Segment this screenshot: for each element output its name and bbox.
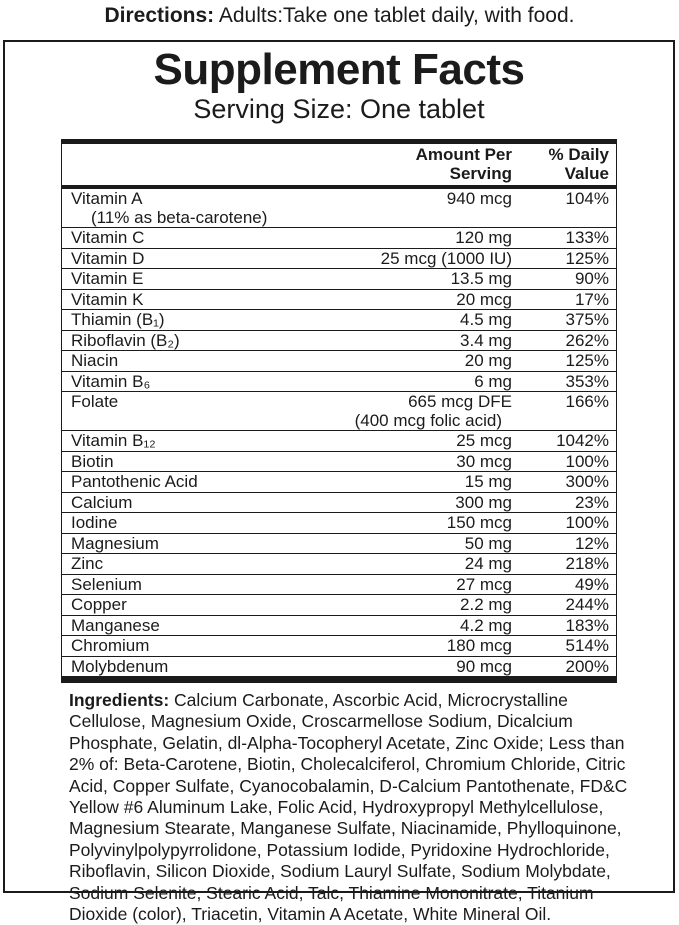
amount-cell bbox=[312, 555, 512, 574]
amount-cell bbox=[312, 373, 512, 392]
amount-cell bbox=[312, 514, 512, 533]
table-row bbox=[62, 268, 616, 289]
amount-value: 120 mg bbox=[455, 228, 512, 247]
ingredients-label: Ingredients: bbox=[69, 690, 170, 710]
amount-cell bbox=[312, 535, 512, 554]
nutrient-name: Manganese bbox=[71, 615, 160, 635]
amount-cell bbox=[312, 190, 512, 227]
table-row bbox=[62, 391, 616, 430]
amount-cell bbox=[312, 494, 512, 513]
nutrient-name: Calcium bbox=[71, 492, 133, 512]
facts-table bbox=[61, 139, 617, 683]
daily-value-cell: 166% bbox=[565, 392, 609, 411]
nutrient-name: Zinc bbox=[71, 554, 104, 573]
nutrient-name-cell bbox=[62, 229, 312, 248]
nutrient-name-cell bbox=[62, 270, 312, 289]
table-row bbox=[62, 533, 616, 554]
nutrient-name-cell bbox=[62, 250, 312, 269]
nutrient-name-cell bbox=[62, 311, 312, 330]
daily-value-cell: 218% bbox=[565, 554, 609, 573]
daily-value-cell: 100% bbox=[565, 451, 609, 471]
daily-value-cell: 12% bbox=[574, 533, 609, 553]
amount-value: 20 mg bbox=[464, 351, 512, 370]
nutrient-name: Vitamin K bbox=[71, 289, 144, 309]
amount-value: 27 mcg bbox=[456, 574, 512, 594]
nutrient-name-cell bbox=[62, 332, 312, 351]
amount-cell bbox=[312, 453, 512, 472]
table-row bbox=[62, 227, 616, 248]
nutrient-note: (11% as beta-carotene) bbox=[91, 207, 268, 227]
daily-value-cell: 49% bbox=[574, 574, 609, 594]
table-row bbox=[62, 309, 616, 330]
nutrient-name-cell bbox=[62, 291, 312, 310]
table-row bbox=[62, 371, 616, 392]
amount-value: 2.2 mg bbox=[460, 595, 512, 614]
nutrient-name: Biotin bbox=[71, 451, 114, 471]
serving-size: Serving Size: One tablet bbox=[193, 94, 485, 124]
amount-cell bbox=[312, 393, 512, 430]
amount-note: (400 mcg folic acid) bbox=[354, 410, 502, 430]
nutrient-name: Iodine bbox=[71, 513, 118, 532]
table-row bbox=[62, 635, 616, 656]
nutrient-name-cell bbox=[62, 514, 312, 533]
daily-value-cell: 375% bbox=[565, 310, 609, 329]
nutrient-name-cell bbox=[62, 190, 312, 227]
header-amount-line2: Serving bbox=[449, 164, 512, 183]
nutrient-name-cell bbox=[62, 494, 312, 513]
amount-value: 90 mcg bbox=[456, 656, 512, 676]
nutrient-name-cell bbox=[62, 373, 312, 392]
amount-cell bbox=[312, 576, 512, 595]
panel-title: Supplement Facts bbox=[153, 45, 525, 94]
nutrient-rows bbox=[62, 189, 616, 676]
amount-cell bbox=[312, 332, 512, 351]
amount-value: 13.5 mg bbox=[450, 269, 512, 288]
amount-value: 30 mcg bbox=[456, 451, 512, 471]
table-row bbox=[62, 615, 616, 636]
amount-value: 25 mcg bbox=[456, 431, 512, 450]
amount-cell bbox=[312, 229, 512, 248]
directions-line bbox=[0, 0, 679, 28]
amount-cell bbox=[312, 352, 512, 371]
nutrient-name: Vitamin A bbox=[71, 189, 143, 208]
daily-value-cell: 133% bbox=[565, 228, 609, 247]
table-header-row bbox=[62, 144, 616, 185]
amount-value: 24 mg bbox=[464, 554, 512, 573]
amount-cell bbox=[312, 473, 512, 492]
table-row bbox=[62, 553, 616, 574]
nutrient-name: Selenium bbox=[71, 574, 142, 594]
header-amount-line1: Amount Per bbox=[415, 145, 512, 164]
nutrient-name-cell bbox=[62, 576, 312, 595]
daily-value-cell: 17% bbox=[574, 289, 609, 309]
table-row bbox=[62, 430, 616, 451]
amount-value: 3.4 mg bbox=[460, 330, 512, 350]
nutrient-name-cell bbox=[62, 473, 312, 492]
header-nutrient-cell bbox=[62, 145, 312, 183]
amount-value: 4.2 mg bbox=[460, 615, 512, 635]
daily-value-cell: 125% bbox=[565, 351, 609, 370]
daily-value-cell: 300% bbox=[565, 472, 609, 491]
nutrient-name: Riboflavin (B₂) bbox=[71, 330, 180, 350]
daily-value-cell: 514% bbox=[565, 636, 609, 655]
amount-value: 6 mg bbox=[474, 371, 512, 391]
amount-cell bbox=[312, 250, 512, 269]
table-row bbox=[62, 330, 616, 351]
daily-value-cell: 23% bbox=[574, 492, 609, 512]
nutrient-name: Molybdenum bbox=[71, 656, 169, 676]
amount-value: 25 mcg (1000 IU) bbox=[380, 248, 512, 268]
amount-value: 50 mg bbox=[464, 533, 512, 553]
supplement-facts-panel bbox=[3, 40, 675, 925]
daily-value-cell: 353% bbox=[565, 371, 609, 391]
ingredients-paragraph bbox=[69, 690, 635, 925]
nutrient-name: Copper bbox=[71, 595, 127, 614]
table-row bbox=[62, 594, 616, 615]
nutrient-name-cell bbox=[62, 596, 312, 615]
header-dv-line2: Value bbox=[564, 164, 609, 183]
daily-value-cell: 125% bbox=[565, 248, 609, 268]
amount-cell bbox=[312, 637, 512, 656]
table-row bbox=[62, 350, 616, 371]
nutrient-name: Pantothenic Acid bbox=[71, 472, 198, 491]
nutrient-name-cell bbox=[62, 432, 312, 451]
nutrient-name: Vitamin B₁₂ bbox=[71, 431, 156, 450]
nutrient-name-cell bbox=[62, 658, 312, 677]
nutrient-name: Folate bbox=[71, 392, 119, 411]
nutrient-name: Niacin bbox=[71, 351, 119, 370]
amount-value: 300 mg bbox=[455, 492, 512, 512]
table-row bbox=[62, 656, 616, 677]
daily-value-cell: 100% bbox=[565, 513, 609, 532]
amount-cell bbox=[312, 596, 512, 615]
nutrient-name: Magnesium bbox=[71, 533, 159, 553]
amount-cell bbox=[312, 432, 512, 451]
header-amount-per-serving bbox=[312, 145, 512, 183]
daily-value-cell: 90% bbox=[574, 269, 609, 288]
table-row bbox=[62, 248, 616, 269]
nutrient-name-cell bbox=[62, 453, 312, 472]
table-row bbox=[62, 289, 616, 310]
amount-value: 20 mcg bbox=[456, 289, 512, 309]
table-bottom-bar bbox=[62, 676, 616, 683]
table-row bbox=[62, 574, 616, 595]
nutrient-name: Vitamin D bbox=[71, 248, 145, 268]
directions-label: Directions: bbox=[104, 4, 215, 27]
table-row bbox=[62, 492, 616, 513]
ingredients-text: Calcium Carbonate, Ascorbic Acid, Microcrystalline Cellulose, Magnesium Oxide, Croscarmellose Sodium, Dicalcium Phosphate, Gelatin, dl-Alpha-Tocopheryl Acetate, Zinc Oxide; Less than 2% of: Beta-Carotene, Biotin, Cholecalciferol, Chromium Chloride, Citric Acid, Copper Sulfate, Cyanocobalamin, D-Calcium Pantothenate, FD&C Yellow #6 Aluminum Lake, Folic Acid, Hydroxypropyl Methylcellulose, Magnesium Stearate, Manganese Sulfate, Niacinamide, Phylloquinone, Polyvinylpolypyrrolidone, Potassium Iodide, Pyridoxine Hydrochloride, Riboflavin, Silicon Dioxide, Sodium Lauryl Sulfate, Sodium Molybdate, Sodium Selenite, Stearic Acid, Talc, Thiamine Mononitrate, Titanium Dioxide (color), Triacetin, Vitamin A Acetate, White Mineral Oil. bbox=[69, 690, 628, 925]
nutrient-name-cell bbox=[62, 393, 312, 430]
amount-cell bbox=[312, 617, 512, 636]
nutrient-name: Vitamin C bbox=[71, 228, 145, 247]
header-percent-daily-value bbox=[512, 145, 616, 183]
amount-value: 180 mcg bbox=[446, 636, 512, 655]
daily-value-cell: 1042% bbox=[556, 431, 609, 450]
nutrient-name-cell bbox=[62, 637, 312, 656]
table-row bbox=[62, 471, 616, 492]
table-row bbox=[62, 189, 616, 227]
directions-text: Adults:Take one tablet daily, with food. bbox=[214, 4, 575, 27]
nutrient-name: Vitamin E bbox=[71, 269, 144, 288]
daily-value-cell: 183% bbox=[565, 615, 609, 635]
amount-value: 150 mcg bbox=[446, 513, 512, 532]
daily-value-cell: 104% bbox=[565, 189, 609, 208]
amount-value: 15 mg bbox=[464, 472, 512, 491]
amount-cell bbox=[312, 311, 512, 330]
daily-value-cell: 200% bbox=[565, 656, 609, 676]
daily-value-cell: 244% bbox=[565, 595, 609, 614]
nutrient-name: Chromium bbox=[71, 636, 150, 655]
nutrient-name-cell bbox=[62, 617, 312, 636]
daily-value-cell: 262% bbox=[565, 330, 609, 350]
nutrient-name-cell bbox=[62, 352, 312, 371]
amount-value: 665 mcg DFE bbox=[408, 392, 512, 411]
header-dv-line1: % Daily bbox=[548, 145, 609, 164]
nutrient-name: Thiamin (B₁) bbox=[71, 310, 165, 329]
amount-value: 4.5 mg bbox=[460, 310, 512, 329]
nutrient-name: Vitamin B₆ bbox=[71, 371, 151, 391]
amount-cell bbox=[312, 658, 512, 677]
nutrient-name-cell bbox=[62, 535, 312, 554]
amount-cell bbox=[312, 270, 512, 289]
table-row bbox=[62, 451, 616, 472]
amount-cell bbox=[312, 291, 512, 310]
table-row bbox=[62, 512, 616, 533]
nutrient-name-cell bbox=[62, 555, 312, 574]
amount-value: 940 mcg bbox=[446, 189, 512, 208]
